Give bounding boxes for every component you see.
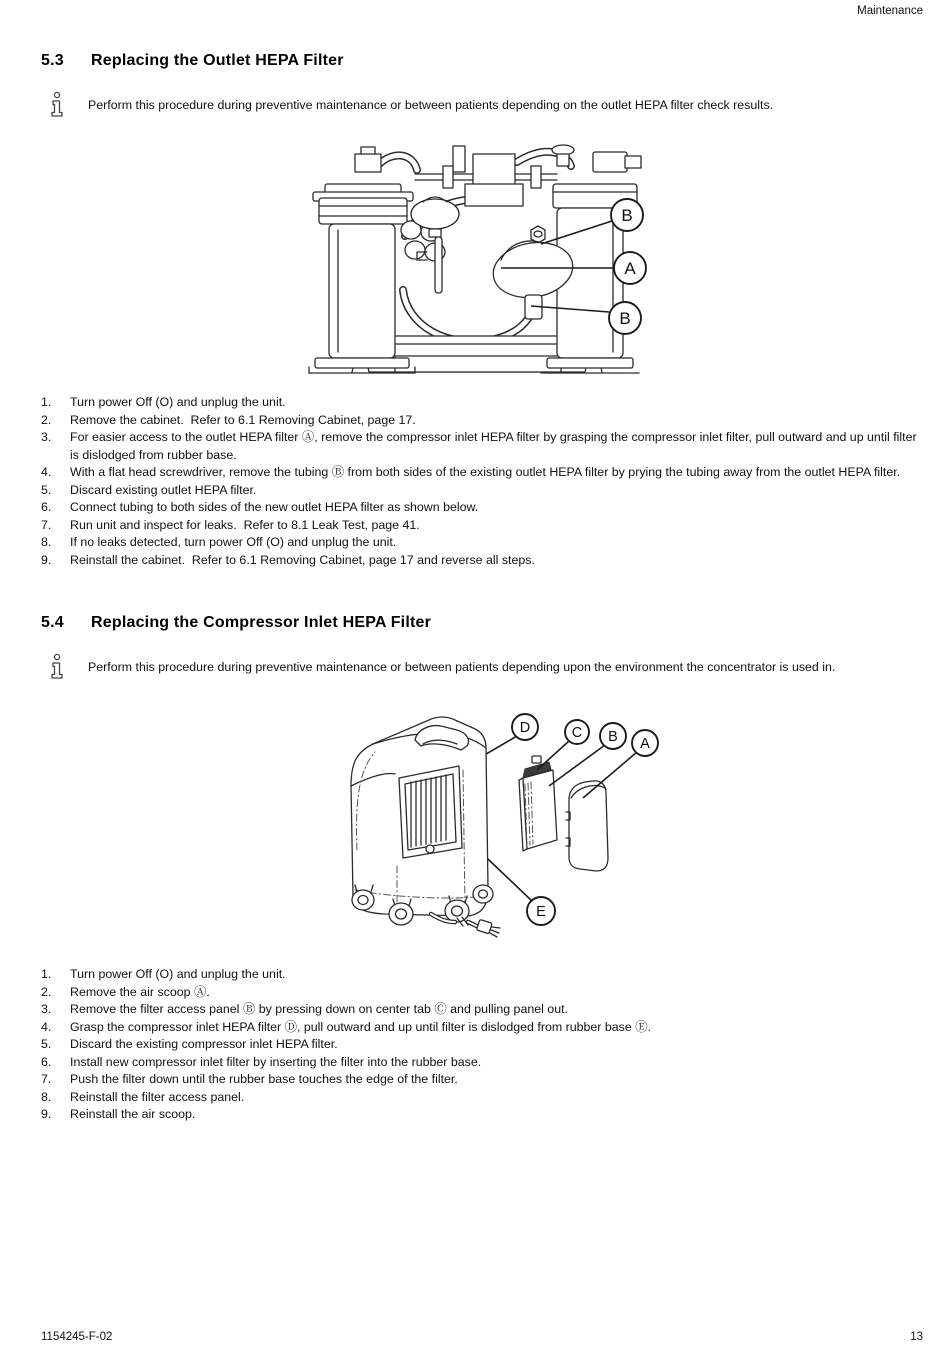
step-number: 4. [41,1019,52,1034]
figure-concentrator-exploded [335,700,665,952]
step-item [41,429,923,464]
step-number: 6. [41,1054,52,1069]
svg-text:B: B [608,729,618,745]
step-number: 8. [41,535,52,549]
step-text: If no leaks detected, turn power Off (O) and unplug the unit. [70,535,397,549]
step-number: 1. [41,395,52,409]
step-item [41,534,923,552]
note-text: Perform this procedure during preventive maintenance or between patients depending on the outlet HEPA filter check results. [88,98,774,112]
figure-compressor-assembly [295,140,655,388]
step-text: Discard the existing compressor inlet HEPA filter. [70,1037,338,1051]
step-text: Remove the air scoop Ⓐ. [70,984,210,999]
info-icon [50,91,64,119]
svg-text:E: E [536,904,546,920]
step-text: Push the filter down until the rubber base touches the edge of the filter. [70,1072,458,1086]
step-text: With a flat head screwdriver, remove the tubing Ⓑ from both sides of the existing outlet HEPA filter by prying the tubing away from the outlet HEPA filter. [70,465,901,479]
step-text: Turn power Off (O) and unplug the unit. [70,967,286,981]
step-text: For easier access to the outlet HEPA filter Ⓐ, remove the compressor inlet HEPA filter by grasping the compressor inlet filter, pull outward and up until filter is dislodged from rubber base. [70,430,921,462]
figure-label-e [527,897,555,925]
step-item [41,517,923,535]
figure-label-a [614,252,646,284]
section-number: 5.4 [41,614,64,631]
steps-outlet [41,394,923,569]
step-text: Remove the filter access panel Ⓑ by pressing down on center tab Ⓒ and pulling panel out. [70,1002,568,1016]
step-number: 3. [41,1002,52,1016]
step-text: Grasp the compressor inlet HEPA filter Ⓓ, pull outward and up until filter is dislodged from rubber base Ⓔ. [70,1019,652,1034]
svg-text:B: B [619,309,631,328]
step-number: 5. [41,482,52,497]
step-number: 9. [41,1107,52,1121]
steps-inlet [41,966,923,1124]
step-number: 7. [41,517,52,532]
step-text: Reinstall the air scoop. [70,1107,196,1121]
section-heading-5-4 [41,614,925,632]
step-item [41,464,923,482]
section-heading-5-3 [41,52,925,70]
figure-label-a [632,730,658,756]
step-number: 4. [41,465,52,479]
step-number: 7. [41,1072,52,1086]
step-text: Connect tubing to both sides of the new outlet HEPA filter as shown below. [70,500,479,514]
step-text: Remove the cabinet. Refer to 6.1 Removing Cabinet, page 17. [70,412,416,427]
step-text: Reinstall the cabinet. Refer to 6.1 Removing Cabinet, page 17 and reverse all steps. [70,552,535,567]
step-number: 8. [41,1089,52,1104]
step-item [41,1071,923,1089]
info-icon [50,653,64,681]
step-item [41,1054,923,1072]
step-item [41,394,923,412]
figure-label-b-bottom [609,302,641,334]
step-item [41,1036,923,1054]
figure-label-b-top [611,199,643,231]
section-title: Replacing the Compressor Inlet HEPA Filter [91,614,432,631]
figure-label-d [512,714,538,740]
footer-part-number: 1154245-F-02 [41,1331,113,1343]
step-text: Turn power Off (O) and unplug the unit. [70,395,286,409]
step-item [41,966,923,984]
svg-text:A: A [640,736,650,752]
step-item [41,1106,923,1124]
step-number: 6. [41,500,52,514]
step-item [41,1089,923,1107]
page-header-chapter: Maintenance [857,5,923,17]
step-number: 2. [41,412,52,427]
step-number: 1. [41,967,52,981]
footer-page-number: 13 [910,1331,923,1343]
step-text: Reinstall the filter access panel. [70,1089,245,1104]
step-item [41,1001,923,1019]
step-text: Install new compressor inlet filter by inserting the filter into the rubber base. [70,1054,482,1069]
step-text: Discard existing outlet HEPA filter. [70,482,257,497]
step-number: 3. [41,430,52,444]
section-title: Replacing the Outlet HEPA Filter [91,52,344,69]
svg-text:A: A [624,259,636,278]
svg-text:B: B [621,206,633,225]
step-item [41,499,923,517]
figure-label-c [565,720,589,744]
figure-label-b [600,723,626,749]
step-item [41,412,923,430]
step-text: Run unit and inspect for leaks. Refer to 8.1 Leak Test, page 41. [70,517,420,532]
step-item [41,552,923,570]
step-number: 2. [41,984,52,999]
step-item [41,984,923,1002]
section-number: 5.3 [41,52,64,69]
note-inlet [50,653,925,681]
svg-text:D: D [519,720,531,736]
step-item [41,482,923,500]
svg-text:C: C [571,725,583,741]
step-number: 5. [41,1037,52,1051]
step-number: 9. [41,552,52,567]
step-item [41,1019,923,1037]
note-text: Perform this procedure during preventive maintenance or between patients depending upon the environment the concentrator is used in. [88,660,836,674]
note-outlet [50,91,925,119]
